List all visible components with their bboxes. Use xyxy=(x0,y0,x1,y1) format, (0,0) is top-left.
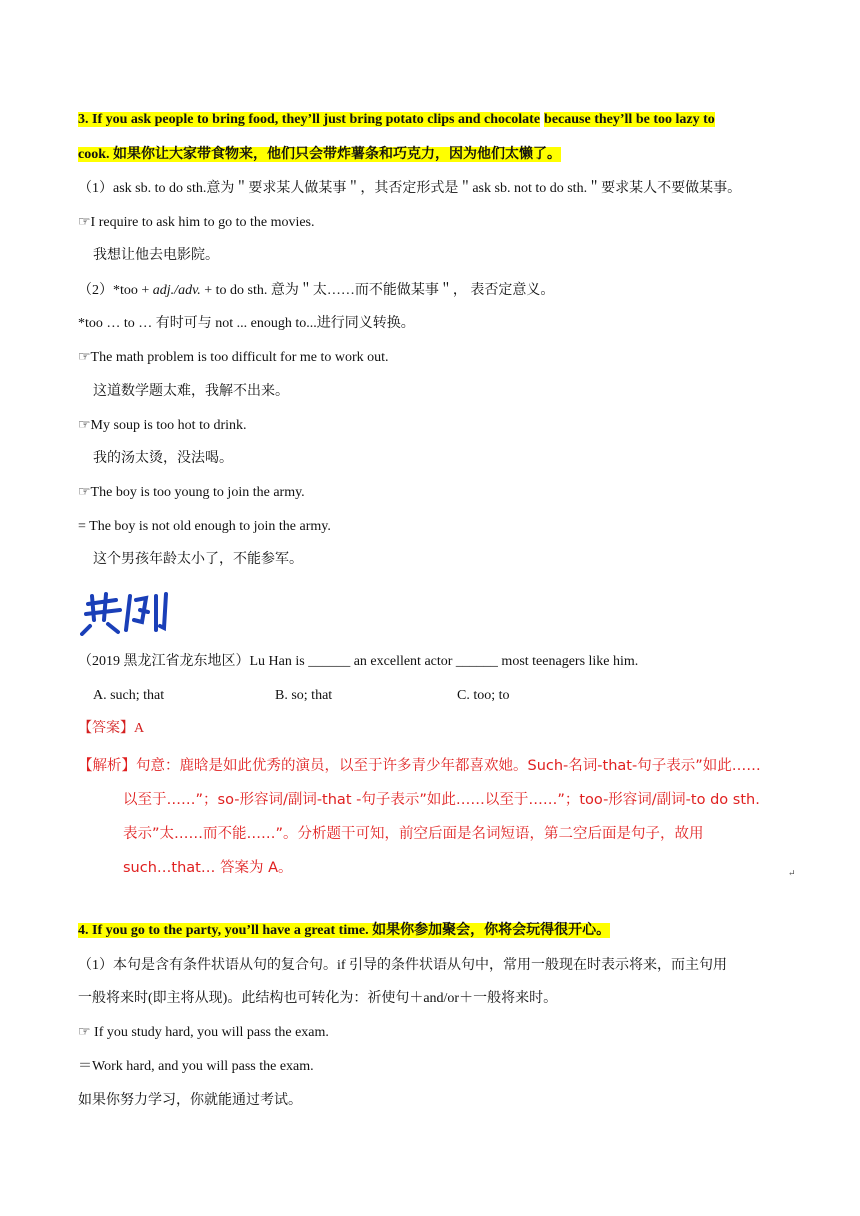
note-2-part-a: （2）*too + xyxy=(78,283,153,298)
section4-note-1-line-1: （1）本句是含有条件状语从句的复合句。if 引导的条件状语从句中，常用一般现在时表示将来，而主句用 xyxy=(78,958,728,973)
section4-example-alt: ＝Work hard, and you will pass the exam. xyxy=(78,1059,314,1074)
example-logo-icon xyxy=(80,590,172,636)
section4-example-zh: 如果你努力学习，你就能通过考试。 xyxy=(78,1093,302,1108)
paragraph-mark-icon: ↵ xyxy=(788,868,796,878)
explanation-line-4: such…that… 答案为 A。 xyxy=(123,860,293,876)
example-4-alt: = The boy is not old enough to join the army. xyxy=(78,519,331,534)
explanation-line-3: 表示”太……而不能……”。分析题干可知，前空后面是名词短语，第二空后面是句子，故用 xyxy=(123,826,704,842)
question-stem: （2019 黑龙江省龙东地区）Lu Han is ______ an excellent actor ______ most teenagers like him. xyxy=(78,654,639,669)
section4-heading-text: 4. If you go to the party, you’ll have a great time. 如果你参加聚会，你将会玩得很开心。 xyxy=(78,923,611,938)
example-2-en: ☞The math problem is too difficult for me to work out. xyxy=(78,350,389,365)
option-c: C. too; to xyxy=(457,688,510,703)
example-2-zh: 这道数学题太难，我解不出来。 xyxy=(93,384,289,399)
note-1: （1）ask sb. to do sth.意为＂要求某人做某事＂，其否定形式是＂ask sb. not to do sth.＂要求某人不要做某事。 xyxy=(78,181,742,196)
option-b: B. so; that xyxy=(275,688,333,703)
section3-heading-part-b: because they’ll be too lazy to xyxy=(544,112,715,127)
example-4-zh: 这个男孩年龄太小了，不能参军。 xyxy=(93,552,303,567)
section3-heading-line1 xyxy=(78,110,715,130)
explanation-block xyxy=(78,749,790,885)
note-2-part-b: + to do sth. 意为＂太……而不能做某事＂， 表否定意义。 xyxy=(200,283,555,298)
explanation-line-1: 【解析】句意：鹿晗是如此优秀的演员，以至于许多青少年都喜欢她。Such-名词-that-句子表示”如此…… xyxy=(78,758,761,774)
example-1-zh: 我想让他去电影院。 xyxy=(93,248,219,263)
answer-label: 【答案】 xyxy=(78,721,134,736)
section4-note-1-line-2: 一般将来时(即主将从现)。此结构也可转化为：祈使句＋and/or＋一般将来时。 xyxy=(78,991,558,1006)
example-4-en: ☞The boy is too young to join the army. xyxy=(78,485,305,500)
section4-example-en: ☞ If you study hard, you will pass the exam. xyxy=(78,1025,329,1040)
section4-heading xyxy=(78,921,610,941)
example-3-zh: 我的汤太烫，没法喝。 xyxy=(93,451,233,466)
explanation-line-2: 以至于……”；so-形容词/副词-that -句子表示”如此……以至于……”；too-形容词/副词-to do sth. xyxy=(123,792,760,808)
section3-heading-part-c: cook. 如果你让大家带食物来，他们只会带炸薯条和巧克力，因为他们太懒了。 xyxy=(78,147,561,162)
answer-value: A xyxy=(134,721,145,736)
question-options xyxy=(93,686,510,706)
example-3-en: ☞My soup is too hot to drink. xyxy=(78,418,247,433)
note-3: *too … to … 有时可与 not ... enough to...进行同义转换。 xyxy=(78,316,415,331)
answer-line xyxy=(78,719,144,739)
example-1-en: ☞I require to ask him to go to the movies. xyxy=(78,215,315,230)
note-2 xyxy=(78,281,554,301)
note-2-italic: adj./adv. xyxy=(152,283,201,298)
option-a: A. such; that xyxy=(93,688,165,703)
section3-heading-line2 xyxy=(78,145,561,165)
section3-heading-part-a: 3. If you ask people to bring food, they’ll just bring potato clips and chocolate xyxy=(78,112,541,127)
